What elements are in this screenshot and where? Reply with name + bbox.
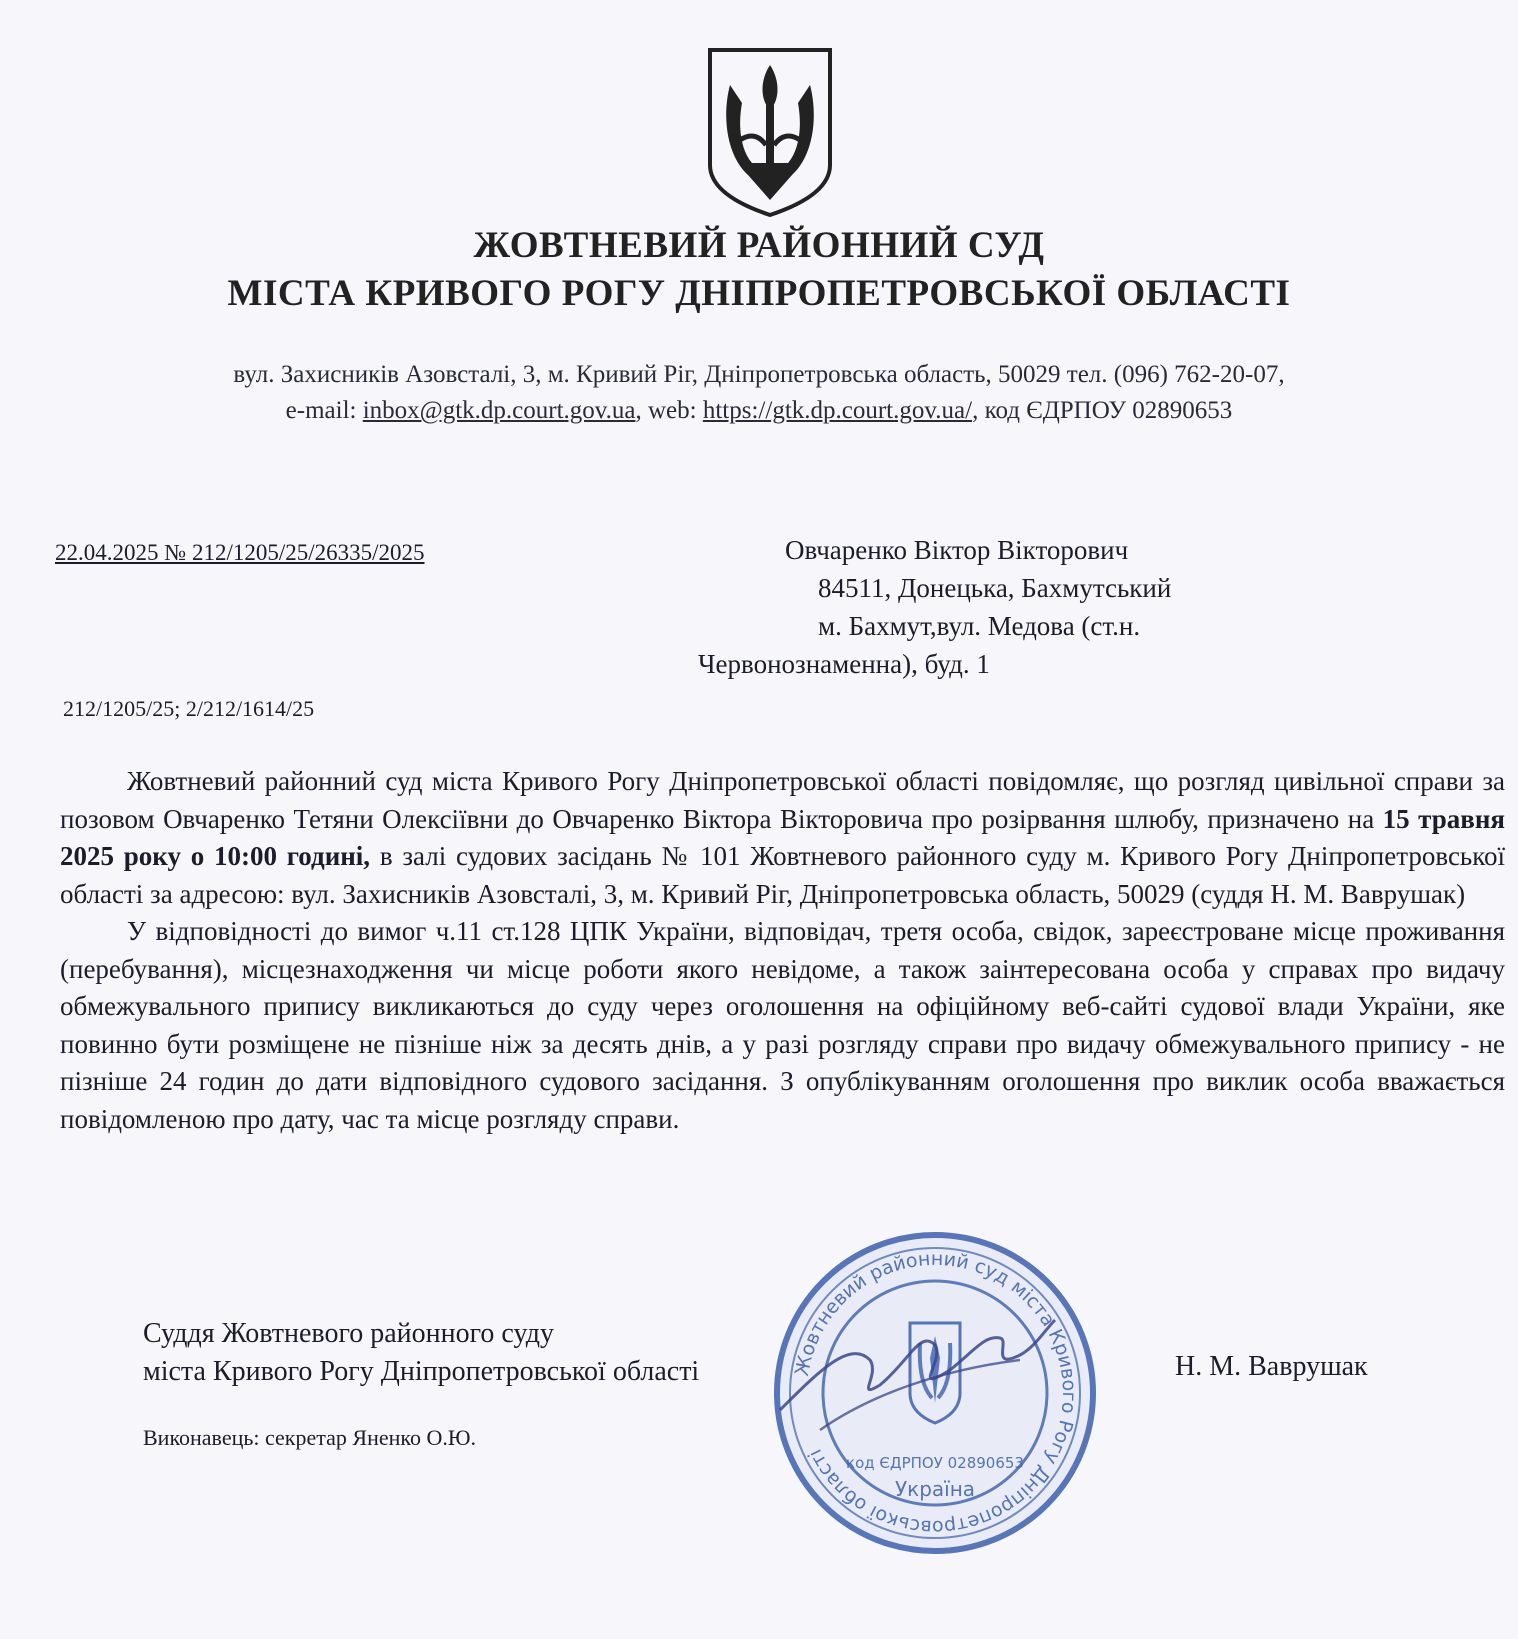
recipient-address-line3: Червонознаменна), буд. 1 xyxy=(698,649,990,679)
case-number: 212/1205/25; 2/212/1614/25 xyxy=(63,696,315,721)
email-link[interactable]: inbox@gtk.dp.court.gov.ua xyxy=(362,397,636,424)
court-title-line2: МІСТА КРИВОГО РОГУ ДНІПРОПЕТРОВСЬКОЇ ОБЛАСТІ xyxy=(227,273,1291,314)
web-label: , web: xyxy=(635,397,703,424)
signer-title-line1: Суддя Жовтневого районного суду xyxy=(143,1318,554,1349)
court-title-line1: ЖОВТНЕВИЙ РАЙОННИЙ СУД xyxy=(473,225,1045,266)
recipient-address-line1: 84511, Донецька, Бахмутський xyxy=(818,573,1172,603)
notice-text-end: в залі судових засідань № 101 Жовтневого районного суду м. Кривого Рогу Дніпропетровської області за адресою: вул. Захисників Азовсталі, 3, м. Кривий Ріг, Дніпропетровська область, 50029 (суддя Н. М. Ваврушак) xyxy=(60,841,1505,909)
court-address: вул. Захисників Азовсталі, 3, м. Кривий Ріг, Дніпропетровська область, 50029 тел. (096) 762-20-07, xyxy=(233,361,1285,388)
recipient-address-line2: м. Бахмут,вул. Медова (ст.н. xyxy=(818,611,1141,641)
recipient-name: Овчаренко Віктор Вікторович xyxy=(785,535,1129,565)
web-link[interactable]: https://gtk.dp.court.gov.ua/ xyxy=(702,397,973,424)
hearing-datetime: 15 травня 2025 року о 10:00 годині, xyxy=(60,803,1505,871)
handwritten-signature xyxy=(760,1300,1060,1440)
signer-title-line2: міста Кривого Рогу Дніпропетровської області xyxy=(143,1356,700,1387)
outgoing-reference: 22.04.2025 № 212/1205/25/26335/2025 xyxy=(55,540,425,565)
svg-text:код ЄДРПОУ 02890653: код ЄДРПОУ 02890653 xyxy=(846,1454,1024,1472)
executor-line: Виконавець: секретар Яненко О.Ю. xyxy=(143,1425,476,1450)
legal-paragraph: У відповідності до вимог ч.11 ст.128 ЦПК України, відповідач, третя особа, свідок, зареєстроване місце проживання (перебування), місцезнаходження чи місце роботи якого невідоме, а також заінтересована особа у справах про видачу обмежувального припису викликаються до суду через оголошення на офіційному веб-сайті судової влади України, яке повинно бути розміщене не пізніше ніж за десять днів, а у разі розгляду справи про видачу обмежувального припису - не пізніше 24 годин до дати відповідного судового засідання. З опублікуванням оголошення про виклик особа вважається повідомленою про дату, час та місце розгляду справи. xyxy=(60,916,1505,1134)
notice-paragraph xyxy=(60,763,1505,913)
edrpou-code: , код ЄДРПОУ 02890653 xyxy=(972,397,1233,424)
signer-name: Н. М. Ваврушак xyxy=(1175,1351,1368,1382)
svg-text:Україна: Україна xyxy=(894,1477,976,1501)
court-contacts xyxy=(0,397,1518,425)
svg-text:Жовтневий районний суд міста К: Жовтневий районний суд міста Кривого Рогу Дніпропетровської області xyxy=(790,1247,1081,1539)
letter-body xyxy=(60,763,1505,1138)
email-label: e-mail: xyxy=(285,397,363,424)
notice-text-start: Жовтневий районний суд міста Кривого Рогу Дніпропетровської області повідомляє, що розгляд цивільної справи за позовом Овчаренко Тетяни Олексіївни до Овчаренко Віктора Вікторовича про розірвання шлюбу, призначено на xyxy=(60,766,1505,834)
trident-emblem-icon xyxy=(700,45,840,220)
